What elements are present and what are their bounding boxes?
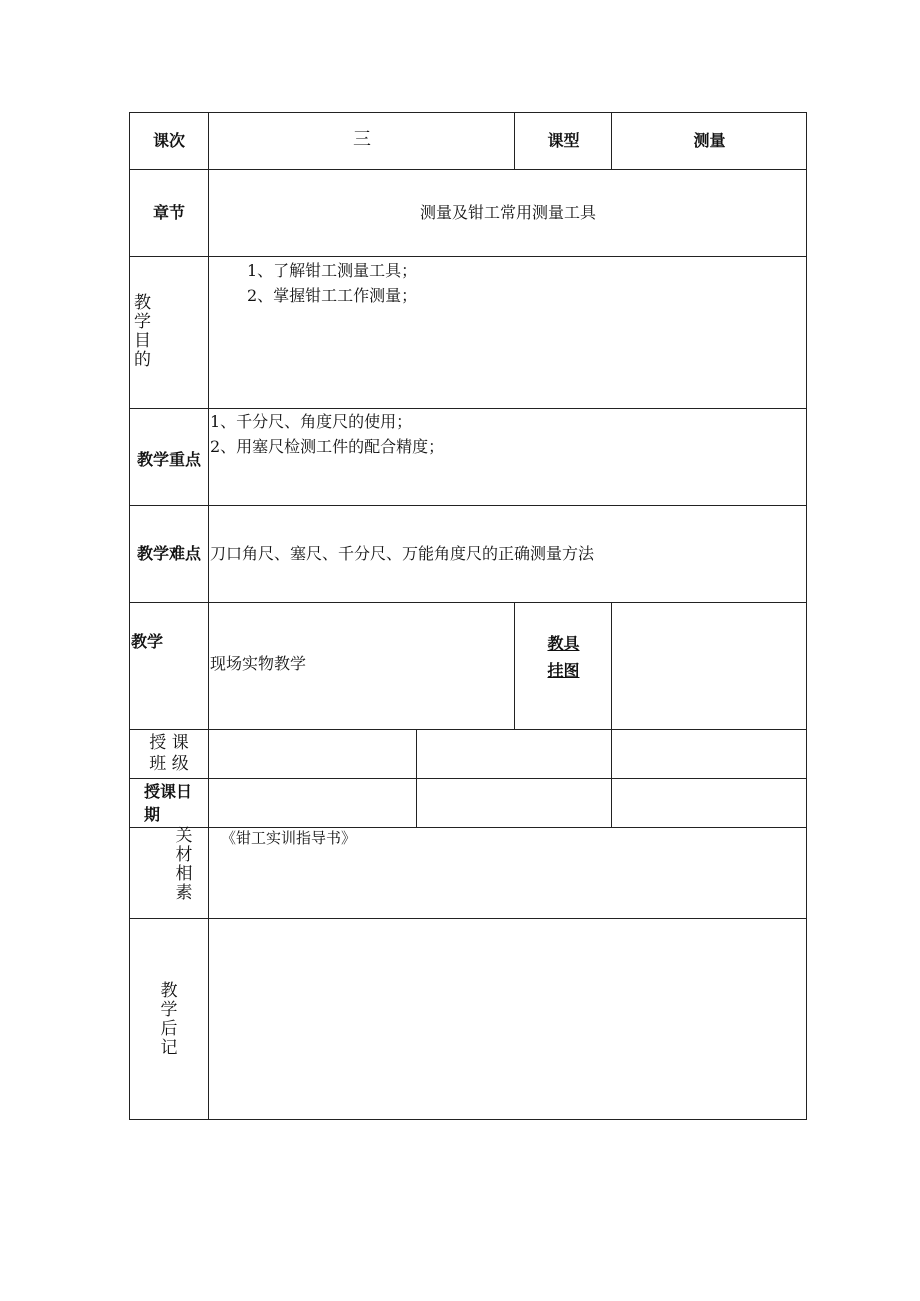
objective-item: 2、掌握钳工工作测量；: [247, 286, 418, 305]
teaching-aids-label: [515, 630, 612, 684]
objective-list: [247, 258, 787, 308]
lesson-type-label: 课型: [547, 130, 580, 150]
materials-value: 《钳工实训指导书》: [221, 829, 357, 847]
objective-item: 1、了解钳工测量工具；: [247, 261, 418, 280]
class-label-line: 授 课: [149, 733, 189, 753]
objective-label-char: 学: [134, 312, 151, 333]
row-divider: [129, 256, 807, 257]
date-label-line: 授课日: [144, 782, 193, 801]
border-left: [129, 112, 130, 1120]
teaching-aids-value: [612, 602, 806, 729]
objective-label: [134, 294, 204, 384]
class-cell-2[interactable]: [417, 730, 611, 778]
date-label-line: 期: [144, 805, 161, 824]
chapter-label: 章节: [152, 202, 185, 222]
class-cell-1[interactable]: [209, 730, 416, 778]
materials-label: [167, 827, 201, 903]
session-label: 课次: [152, 130, 185, 150]
date-label: [144, 780, 208, 828]
lesson-plan-table: [129, 112, 807, 1120]
reflection-label: [151, 982, 187, 1058]
session-value: 三: [353, 129, 371, 151]
difficulties-label: 教学难点: [136, 543, 201, 563]
materials-label-char: 相: [175, 864, 193, 885]
class-cell-3[interactable]: [612, 730, 806, 778]
reflection-label-char: 教: [160, 981, 178, 1001]
key-point-item: 1、千分尺、角度尺的使用；: [210, 412, 413, 431]
lesson-type-value: 测量: [693, 130, 726, 150]
teaching-aids-line: 教具: [547, 634, 580, 653]
method-value: 现场实物教学: [210, 654, 307, 673]
method-label: 教学: [131, 632, 164, 651]
border-bottom: [129, 1119, 807, 1120]
materials-label-char: 关: [175, 826, 193, 846]
row-divider: [129, 827, 807, 828]
date-cell-1[interactable]: [209, 779, 416, 827]
objective-label-char: 目: [134, 331, 151, 352]
reflection-value[interactable]: [209, 919, 806, 1119]
class-label-line: 班 级: [149, 754, 189, 774]
reflection-label-char: 学: [160, 1000, 178, 1021]
date-cell-3[interactable]: [612, 779, 806, 827]
key-points-list: [210, 409, 800, 459]
date-cell-2[interactable]: [417, 779, 611, 827]
objective-label-char: 的: [134, 350, 151, 371]
difficulties-value: 刀口角尺、塞尺、千分尺、万能角度尺的正确测量方法: [210, 543, 595, 563]
border-right: [806, 112, 807, 1120]
reflection-label-char: 记: [160, 1038, 178, 1059]
teaching-aids-line: 挂图: [547, 661, 580, 680]
key-point-item: 2、用塞尺检测工件的配合精度；: [210, 437, 445, 456]
key-points-label: 教学重点: [136, 449, 201, 469]
objective-label-char: 教: [134, 293, 151, 313]
chapter-value: 测量及钳工常用测量工具: [419, 202, 596, 222]
class-label: [129, 730, 209, 778]
reflection-label-char: 后: [160, 1019, 178, 1040]
materials-label-char: 素: [175, 883, 193, 904]
materials-label-char: 材: [175, 845, 193, 866]
